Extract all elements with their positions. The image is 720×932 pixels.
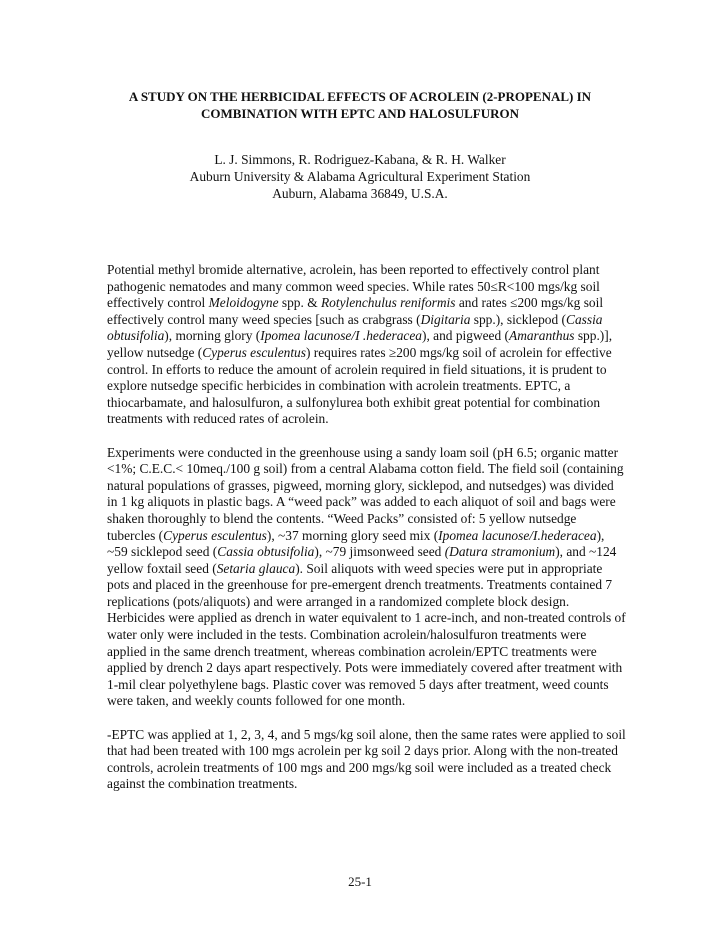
text-run: and rates ≤200 mgs/kg soil effectively control many weed species [such as crabgrass ( — [107, 295, 604, 327]
author-affiliation: Auburn University & Alabama Agricultural Experiment Station — [189, 169, 531, 184]
text-run: ), ~59 sicklepod seed ( — [107, 527, 605, 560]
text-run: spp.), sicklepod ( — [470, 311, 567, 327]
paragraph-eptc: -EPTC was applied at 1, 2, 3, 4, and 5 mgs/kg soil alone, then the same rates were applied to soil that had been treated with 100 mgs acrolein per kg soil 2 days prior. Along with the non-treated controls, acrolein treatments of 100 mgs and 200 mgs/kg soil were included as a treated check against the combination treatments. — [107, 726, 626, 792]
author-address: Auburn, Alabama 36849, U.S.A. — [272, 186, 448, 201]
paragraph-methods — [107, 445, 627, 711]
species-name: Ipomea lacunose/I.hederacea — [438, 527, 597, 543]
text-run: Potential methyl bromide alternative, acrolein, has been reported to effectively control plant pathogenic nematodes and many common weed species. While rates 50≤R<100 mgs/kg soil effectively control — [107, 262, 600, 311]
species-name: Cassia obtusifolia — [217, 544, 315, 560]
text-run: ), morning glory ( — [164, 328, 261, 344]
species-name: Cyperus esculentus — [202, 344, 306, 360]
author-block — [90, 151, 630, 202]
species-name: Ipomea lacunose/I .hederacea — [260, 328, 422, 344]
species-name: Rotylenchulus reniformis — [320, 295, 456, 311]
text-run: ), ~37 morning glory seed mix ( — [266, 527, 439, 543]
species-name: (Datura stramonium — [444, 544, 556, 560]
paper-title — [90, 88, 630, 122]
text-run: ), and ~124 yellow foxtail seed ( — [107, 544, 617, 576]
title-line-2: COMBINATION WITH EPTC AND HALOSULFURON — [200, 106, 520, 121]
text-run: ), ~79 jimsonweed seed — [314, 544, 445, 560]
species-name: Meloidogyne — [208, 295, 279, 311]
page-number: 25-1 — [348, 874, 372, 889]
text-run: spp. & — [278, 295, 321, 311]
author-names: L. J. Simmons, R. Rodriguez-Kabana, & R. H. Walker — [214, 152, 506, 167]
text-run: Experiments were conducted in the greenhouse using a sandy loam soil (pH 6.5; organic matter <1%; C.E.C.< 10meq./100 g soil) from a central Alabama cotton field. The field soil (containing natural populations of grasses, pigweed, morning glory, sicklepod, and nutsedges) was divided in 1 kg aliquots in plastic bags. A “weed pack” was added to each aliquot of soil and bags were shaken thoroughly to blend the contents. “Weed Packs” consisted of: 5 yellow nutsedge tubercles ( — [107, 444, 624, 543]
text-run: spp.)], yellow nutsedge ( — [107, 328, 613, 360]
text-run: ), and pigweed ( — [422, 328, 510, 344]
paragraph-intro — [107, 262, 627, 428]
species-name: Setaria glauca — [216, 560, 296, 576]
title-line-1: A STUDY ON THE HERBICIDAL EFFECTS OF ACROLEIN (2-PROPENAL) IN — [128, 89, 592, 104]
species-name: Cassia obtusifolia — [107, 311, 603, 344]
species-name: Digitaria — [420, 311, 471, 327]
species-name: Cyperus esculentus — [163, 527, 267, 543]
text-run: ) requires rates ≥200 mgs/kg soil of acrolein for effective control. In efforts to reduce the amount of acrolein required in field situations, it is prudent to explore nutsedge specific herbicides in combination with acrolein treatments. EPTC, a thiocarbamate, and halosulfuron, a sulfonylurea both exhibit great potential for combination treatments with reduced rates of acrolein. — [107, 344, 612, 427]
species-name: Amaranthus — [509, 328, 575, 344]
paper-body — [107, 262, 627, 810]
text-run: ). Soil aliquots with weed species were put in appropriate pots and placed in the greenhouse for pre-emergent drench treatments. Treatments contained 7 replications (pots/aliquots) and were arranged in a randomized complete block design. Herbicides were applied as drench in water equivalent to 1 acre-inch, and non-treated controls of water only were included in the tests. Combination acrolein/halosulfuron treatments were applied in the same drench treatment, whereas combination acrolein/EPTC treatments were applied by drench 2 days apart respectively. Pots were immediately covered after treatment with 1-mil clear polyethylene bags. Plastic cover was removed 5 days after treatment, weed counts were taken, and weekly counts followed for one month. — [107, 560, 626, 709]
